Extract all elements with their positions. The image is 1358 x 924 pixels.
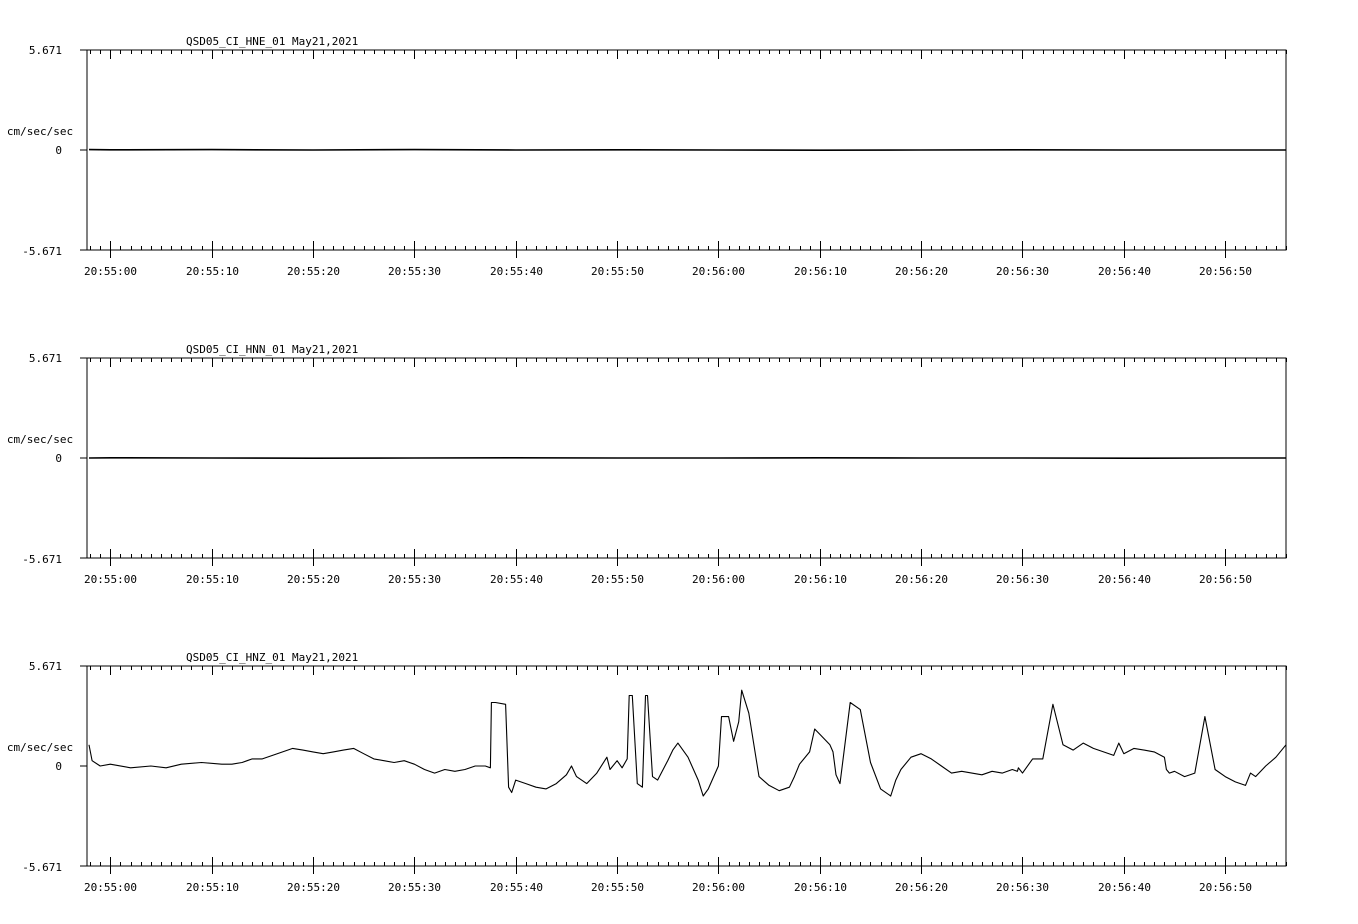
x-tick-label: 20:55:50 [591,265,644,278]
y-tick-label: 5.671 [28,352,62,365]
x-tick-label: 20:55:20 [287,881,340,894]
x-tick-label: 20:55:20 [287,265,340,278]
x-tick-label: 20:55:30 [388,881,441,894]
y-tick-label: -5.671 [22,553,62,566]
x-tick-label: 20:55:30 [388,573,441,586]
x-tick-label: 20:55:00 [84,573,137,586]
y-axis-label: cm/sec/sec [6,433,74,446]
x-tick-label: 20:55:10 [186,265,239,278]
x-tick-label: 20:56:00 [692,265,745,278]
plot-frame [87,666,1286,866]
x-tick-label: 20:56:50 [1199,265,1252,278]
x-tick-label: 20:56:10 [794,881,847,894]
chart-title: QSD05_CI_HNN_01 May21,2021 [186,343,359,356]
x-tick-label: 20:56:00 [692,573,745,586]
x-tick-label: 20:56:20 [895,881,948,894]
y-tick-label: -5.671 [22,861,62,874]
x-tick-label: 20:56:20 [895,573,948,586]
x-tick-label: 20:55:00 [84,265,137,278]
x-tick-label: 20:56:30 [996,881,1049,894]
y-tick-label: -5.671 [22,245,62,258]
y-tick-label: 0 [55,452,62,465]
x-tick-label: 20:56:40 [1098,573,1151,586]
y-tick-label: 0 [55,144,62,157]
x-tick-label: 20:56:50 [1199,573,1252,586]
y-tick-label: 0 [55,760,62,773]
y-tick-label: 5.671 [28,660,62,673]
y-axis-label: cm/sec/sec [6,125,74,138]
y-tick-label: 5.671 [28,44,62,57]
x-tick-label: 20:55:10 [186,573,239,586]
x-tick-label: 20:55:50 [591,573,644,586]
x-tick-label: 20:56:30 [996,573,1049,586]
trace-line [89,150,1286,151]
x-tick-label: 20:56:40 [1098,881,1151,894]
x-tick-label: 20:56:10 [794,573,847,586]
x-tick-label: 20:55:00 [84,881,137,894]
x-tick-label: 20:56:00 [692,881,745,894]
x-tick-label: 20:56:40 [1098,265,1151,278]
y-axis-label: cm/sec/sec [6,741,74,754]
x-tick-label: 20:56:50 [1199,881,1252,894]
chart-title: QSD05_CI_HNE_01 May21,2021 [186,35,359,48]
x-tick-label: 20:56:30 [996,265,1049,278]
x-tick-label: 20:55:20 [287,573,340,586]
trace-line [89,690,1286,796]
x-tick-label: 20:55:40 [490,265,543,278]
chart-title: QSD05_CI_HNZ_01 May21,2021 [186,651,359,664]
x-tick-label: 20:55:40 [490,573,543,586]
x-tick-label: 20:56:10 [794,265,847,278]
x-tick-label: 20:55:30 [388,265,441,278]
x-tick-label: 20:56:20 [895,265,948,278]
x-tick-label: 20:55:50 [591,881,644,894]
x-tick-label: 20:55:40 [490,881,543,894]
x-tick-label: 20:55:10 [186,881,239,894]
